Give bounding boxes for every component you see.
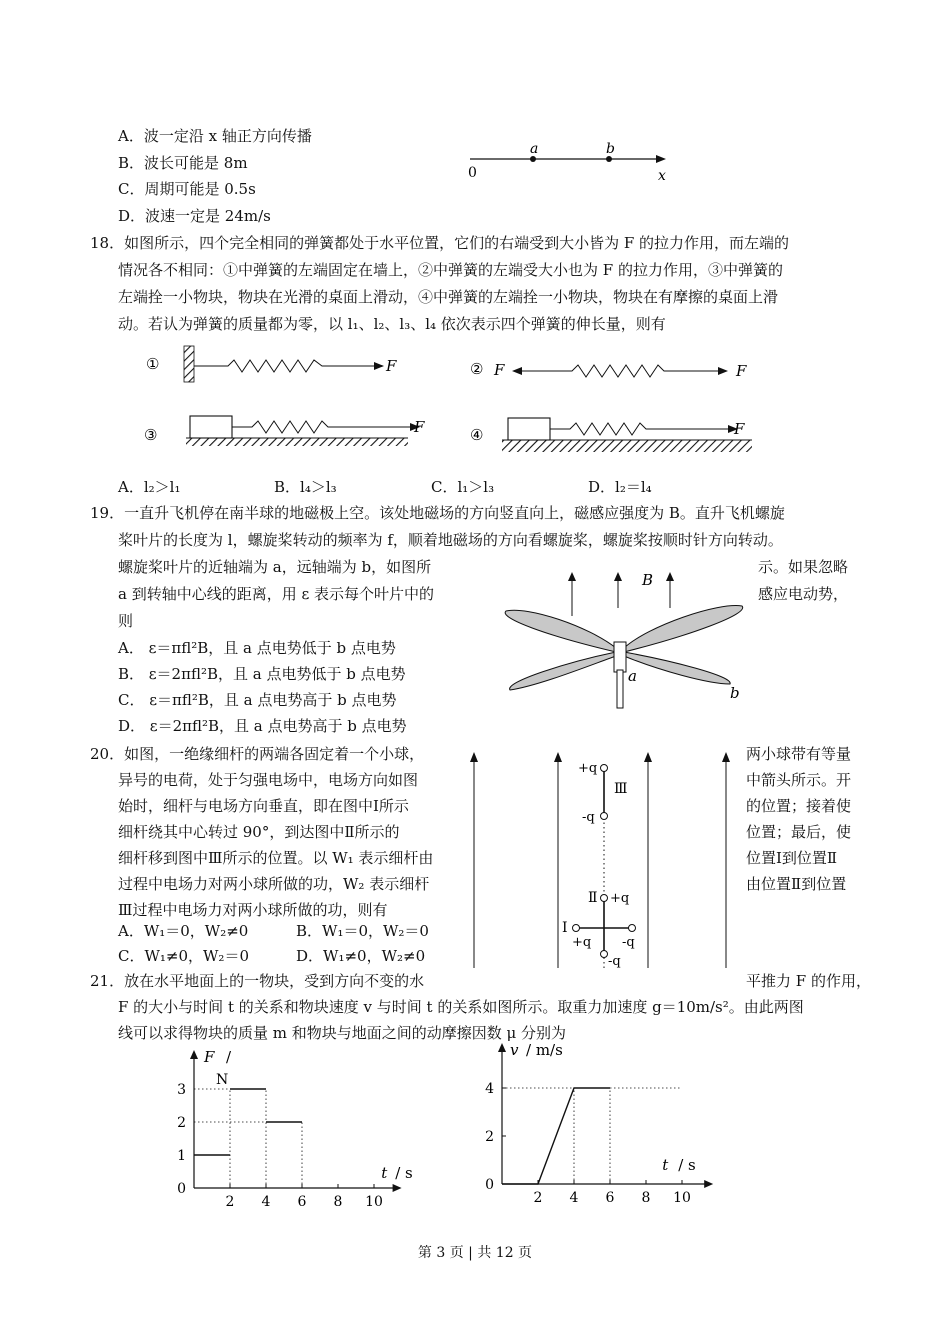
q20-right-line-3: 的位置；接着使 bbox=[746, 797, 852, 815]
q20-right-line-1: 两小球带有等量 bbox=[746, 745, 852, 763]
arrow-right-icon bbox=[718, 367, 728, 375]
position-label-iii: Ⅲ bbox=[614, 781, 628, 797]
wall bbox=[184, 346, 194, 382]
y-axis-arrow-icon bbox=[190, 1050, 198, 1059]
q18-line-3: 左端拴一小物块，物块在光滑的桌面上滑动，④中弹簧的左端拴一小物块，物块在有摩擦的桌面上滑 bbox=[118, 288, 779, 306]
field-label-b: B bbox=[642, 571, 654, 589]
x-axis-label-unit: / s bbox=[678, 1156, 696, 1174]
ball-ii-bottom bbox=[601, 951, 608, 958]
blade-lower-left bbox=[510, 652, 616, 690]
field-arrow-icon bbox=[568, 572, 576, 581]
q19-left-line-3: 则 bbox=[118, 612, 134, 630]
spring-3 bbox=[232, 421, 412, 433]
q19-option-d: D． ε＝2πfl²B，且 a 点电势高于 b 点电势 bbox=[118, 717, 407, 735]
x-axis-arrow-icon bbox=[704, 1180, 713, 1188]
y-axis-label: F bbox=[204, 1048, 215, 1066]
blade-lower-right bbox=[624, 652, 730, 684]
q20-option-d: D．W₁≠0，W₂≠0 bbox=[296, 947, 426, 965]
table-surface-4 bbox=[502, 440, 752, 452]
q20-electric-field-figure bbox=[462, 746, 742, 972]
field-arrow-icon bbox=[614, 572, 622, 581]
q20-left-line-1: 20．如图，一绝缘细杆的两端各固定着一个小球， bbox=[90, 745, 425, 763]
q19-right-line-2: 感应电动势， bbox=[758, 585, 849, 603]
q19-right-line-1: 示。如果忽略 bbox=[758, 558, 849, 576]
force-label-3: F bbox=[414, 418, 425, 436]
ball-iii-bottom bbox=[601, 813, 608, 820]
q20-left-line-3: 始时，细杆与电场方向垂直，即在图中Ⅰ所示 bbox=[118, 797, 409, 815]
q19-option-a: A． ε＝πfl²B，且 a 点电势低于 b 点电势 bbox=[118, 639, 396, 657]
label-circle-1: ① bbox=[146, 355, 160, 373]
hub bbox=[614, 642, 626, 672]
x-tick-label: 2 bbox=[225, 1194, 235, 1210]
q20-left-line-4: 细杆绕其中心转过 90°，到达图中Ⅱ所示的 bbox=[118, 823, 400, 841]
field-arrow-icon bbox=[470, 752, 478, 762]
q20-option-a: A．W₁＝0，W₂≠0 bbox=[118, 922, 249, 940]
q21-line-2: F 的大小与时间 t 的关系和物块速度 v 与时间 t 的关系如图所示。取重力加速度 g＝10m/s²。由此两图 bbox=[118, 998, 804, 1016]
point-a-label: a bbox=[530, 141, 539, 157]
x-axis-label: x bbox=[658, 168, 666, 184]
q19-left-line-2: a 到转轴中心线的距离，用 ε 表示每个叶片中的 bbox=[118, 585, 435, 603]
x-axis-arrow-icon bbox=[393, 1184, 402, 1192]
q20-left-line-5: 细杆移到图中Ⅲ所示的位置。以 W₁ 表示细杆由 bbox=[118, 849, 434, 867]
velocity-time-chart bbox=[468, 1038, 748, 1216]
spring-4 bbox=[550, 423, 730, 435]
q20-right-line-4: 位置；最后，使 bbox=[746, 823, 852, 841]
x-tick-label: 10 bbox=[673, 1190, 691, 1206]
origin-label: 0 bbox=[468, 165, 477, 181]
y-axis-label-slash: / bbox=[226, 1048, 232, 1066]
q18-springs-figure bbox=[130, 338, 780, 468]
x-axis-arrow-icon bbox=[656, 155, 666, 163]
q20-right-line-5: 位置Ⅰ到位置Ⅱ bbox=[746, 849, 838, 867]
q20-left-line-6: 过程中电场力对两小球所做的功，W₂ 表示细杆 bbox=[118, 875, 430, 893]
q17-option-b: B．波长可能是 8m bbox=[118, 154, 248, 172]
q17-wave-axis-figure bbox=[460, 136, 680, 186]
q18-option-b: B．l₄＞l₃ bbox=[274, 478, 337, 496]
point-b-label: b bbox=[606, 141, 615, 157]
y-axis-label-unit: / m/s bbox=[526, 1041, 563, 1059]
y-axis-label: v bbox=[510, 1041, 519, 1059]
q21-line-1-left: 21．放在水平地面上的一物块，受到方向不变的水 bbox=[90, 972, 425, 990]
charge-plus-i: +q bbox=[572, 935, 592, 950]
position-label-ii: Ⅱ bbox=[588, 890, 598, 906]
y-axis-unit: N bbox=[216, 1072, 229, 1088]
ball-ii-top bbox=[601, 895, 608, 902]
x-axis-label: t bbox=[662, 1156, 669, 1174]
q19-line-1: 19．一直升飞机停在南半球的地磁极上空。该处地磁场的方向竖直向上，磁感应强度为 B。直升飞机螺旋 bbox=[90, 504, 785, 522]
charge-plus-ii: +q bbox=[610, 891, 630, 906]
q19-option-b: B． ε＝2πfl²B，且 a 点电势低于 b 点电势 bbox=[118, 665, 406, 683]
x-tick-label: 10 bbox=[365, 1194, 383, 1210]
spring-1 bbox=[194, 360, 376, 372]
force-label-2-left: F bbox=[494, 361, 505, 379]
q20-option-c: C．W₁≠0，W₂＝0 bbox=[118, 947, 249, 965]
q18-option-d: D．l₂＝l₄ bbox=[588, 478, 652, 496]
q19-line-2: 桨叶片的长度为 l，螺旋桨转动的频率为 f，顺着地磁场的方向看螺旋桨，螺旋桨按顺时针方向转动。 bbox=[118, 531, 783, 549]
force-label-2-right: F bbox=[736, 362, 747, 380]
far-end-label-b: b bbox=[730, 684, 740, 702]
x-tick-label: 6 bbox=[605, 1190, 615, 1206]
origin-label: 0 bbox=[485, 1177, 494, 1193]
force-label-1: F bbox=[386, 357, 397, 375]
ball-i-left bbox=[573, 925, 580, 932]
x-tick-label: 8 bbox=[333, 1194, 343, 1210]
y-axis-arrow-icon bbox=[498, 1043, 506, 1052]
table-surface-3 bbox=[186, 438, 408, 446]
ball-i-right bbox=[629, 925, 636, 932]
q20-right-line-6: 由位置Ⅱ到位置 bbox=[746, 875, 847, 893]
label-circle-3: ③ bbox=[144, 426, 158, 444]
blade-upper-right bbox=[624, 606, 743, 652]
y-tick-label: 3 bbox=[177, 1082, 186, 1098]
y-tick-label: 4 bbox=[485, 1081, 494, 1097]
ball-iii-top bbox=[601, 765, 608, 772]
spring-2 bbox=[520, 365, 720, 377]
q18-option-c: C．l₁＞l₃ bbox=[431, 478, 495, 496]
field-arrow-icon bbox=[666, 572, 674, 581]
position-label-i: Ⅰ bbox=[562, 920, 568, 936]
charge-minus-ii: -q bbox=[608, 954, 621, 969]
q19-propeller-figure bbox=[498, 566, 758, 716]
q20-left-line-2: 异号的电荷，处于匀强电场中，电场方向如图 bbox=[118, 771, 419, 789]
charge-plus-iii: +q bbox=[578, 761, 598, 776]
near-end-label-a: a bbox=[628, 667, 637, 685]
field-arrow-icon bbox=[554, 752, 562, 762]
q17-option-c: C．周期可能是 0.5s bbox=[118, 180, 256, 198]
q17-option-d: D．波速一定是 24m/s bbox=[118, 207, 271, 225]
x-tick-label: 2 bbox=[533, 1190, 543, 1206]
x-tick-label: 4 bbox=[569, 1190, 579, 1206]
force-label-4: F bbox=[734, 420, 745, 438]
force-time-chart bbox=[160, 1046, 420, 1216]
charge-minus-i: -q bbox=[622, 935, 635, 950]
charge-minus-iii: -q bbox=[582, 810, 595, 825]
block-4 bbox=[508, 418, 550, 440]
label-circle-2: ② bbox=[470, 360, 484, 378]
x-axis-label-unit: / s bbox=[395, 1164, 413, 1182]
page-footer: 第 3 页 | 共 12 页 bbox=[417, 1245, 533, 1261]
q17-option-a: A．波一定沿 x 轴正方向传播 bbox=[118, 127, 312, 145]
y-tick-label: 2 bbox=[177, 1115, 186, 1131]
q18-line-1: 18．如图所示，四个完全相同的弹簧都处于水平位置，它们的右端受到大小皆为 F 的拉力作用，而左端的 bbox=[90, 234, 790, 252]
x-tick-label: 6 bbox=[297, 1194, 307, 1210]
q20-left-line-7: Ⅲ过程中电场力对两小球所做的功，则有 bbox=[118, 901, 388, 919]
velocity-line bbox=[502, 1088, 610, 1184]
blade-upper-left bbox=[505, 610, 616, 652]
field-arrow-icon bbox=[644, 752, 652, 762]
arrow-right-icon bbox=[374, 362, 384, 370]
origin-label: 0 bbox=[177, 1181, 186, 1197]
q21-line-3: 线可以求得物块的质量 m 和物块与地面之间的动摩擦因数 μ 分别为 bbox=[118, 1024, 567, 1042]
y-tick-label: 1 bbox=[177, 1148, 186, 1164]
field-arrow-icon bbox=[722, 752, 730, 762]
label-circle-4: ④ bbox=[470, 426, 484, 444]
x-tick-label: 4 bbox=[261, 1194, 271, 1210]
q21-line-1-right: 平推力 F 的作用， bbox=[746, 972, 871, 990]
q18-line-2: 情况各不相同：①中弹簧的左端固定在墙上，②中弹簧的左端受大小也为 F 的拉力作用，③中弹簧的 bbox=[118, 261, 783, 279]
q20-option-b: B．W₁＝0，W₂＝0 bbox=[296, 922, 429, 940]
shaft bbox=[617, 670, 623, 708]
x-tick-label: 8 bbox=[641, 1190, 651, 1206]
q18-line-4: 动。若认为弹簧的质量都为零，以 l₁、l₂、l₃、l₄ 依次表示四个弹簧的伸长量，则有 bbox=[118, 315, 666, 333]
q18-option-a: A．l₂＞l₁ bbox=[118, 478, 181, 496]
y-tick-label: 2 bbox=[485, 1129, 494, 1145]
q20-right-line-2: 中箭头所示。开 bbox=[746, 771, 852, 789]
x-axis-label: t bbox=[381, 1164, 388, 1182]
q19-left-line-1: 螺旋桨叶片的近轴端为 a，远轴端为 b，如图所 bbox=[118, 558, 432, 576]
block-3 bbox=[190, 416, 232, 438]
q19-option-c: C． ε＝πfl²B，且 a 点电势高于 b 点电势 bbox=[118, 691, 397, 709]
